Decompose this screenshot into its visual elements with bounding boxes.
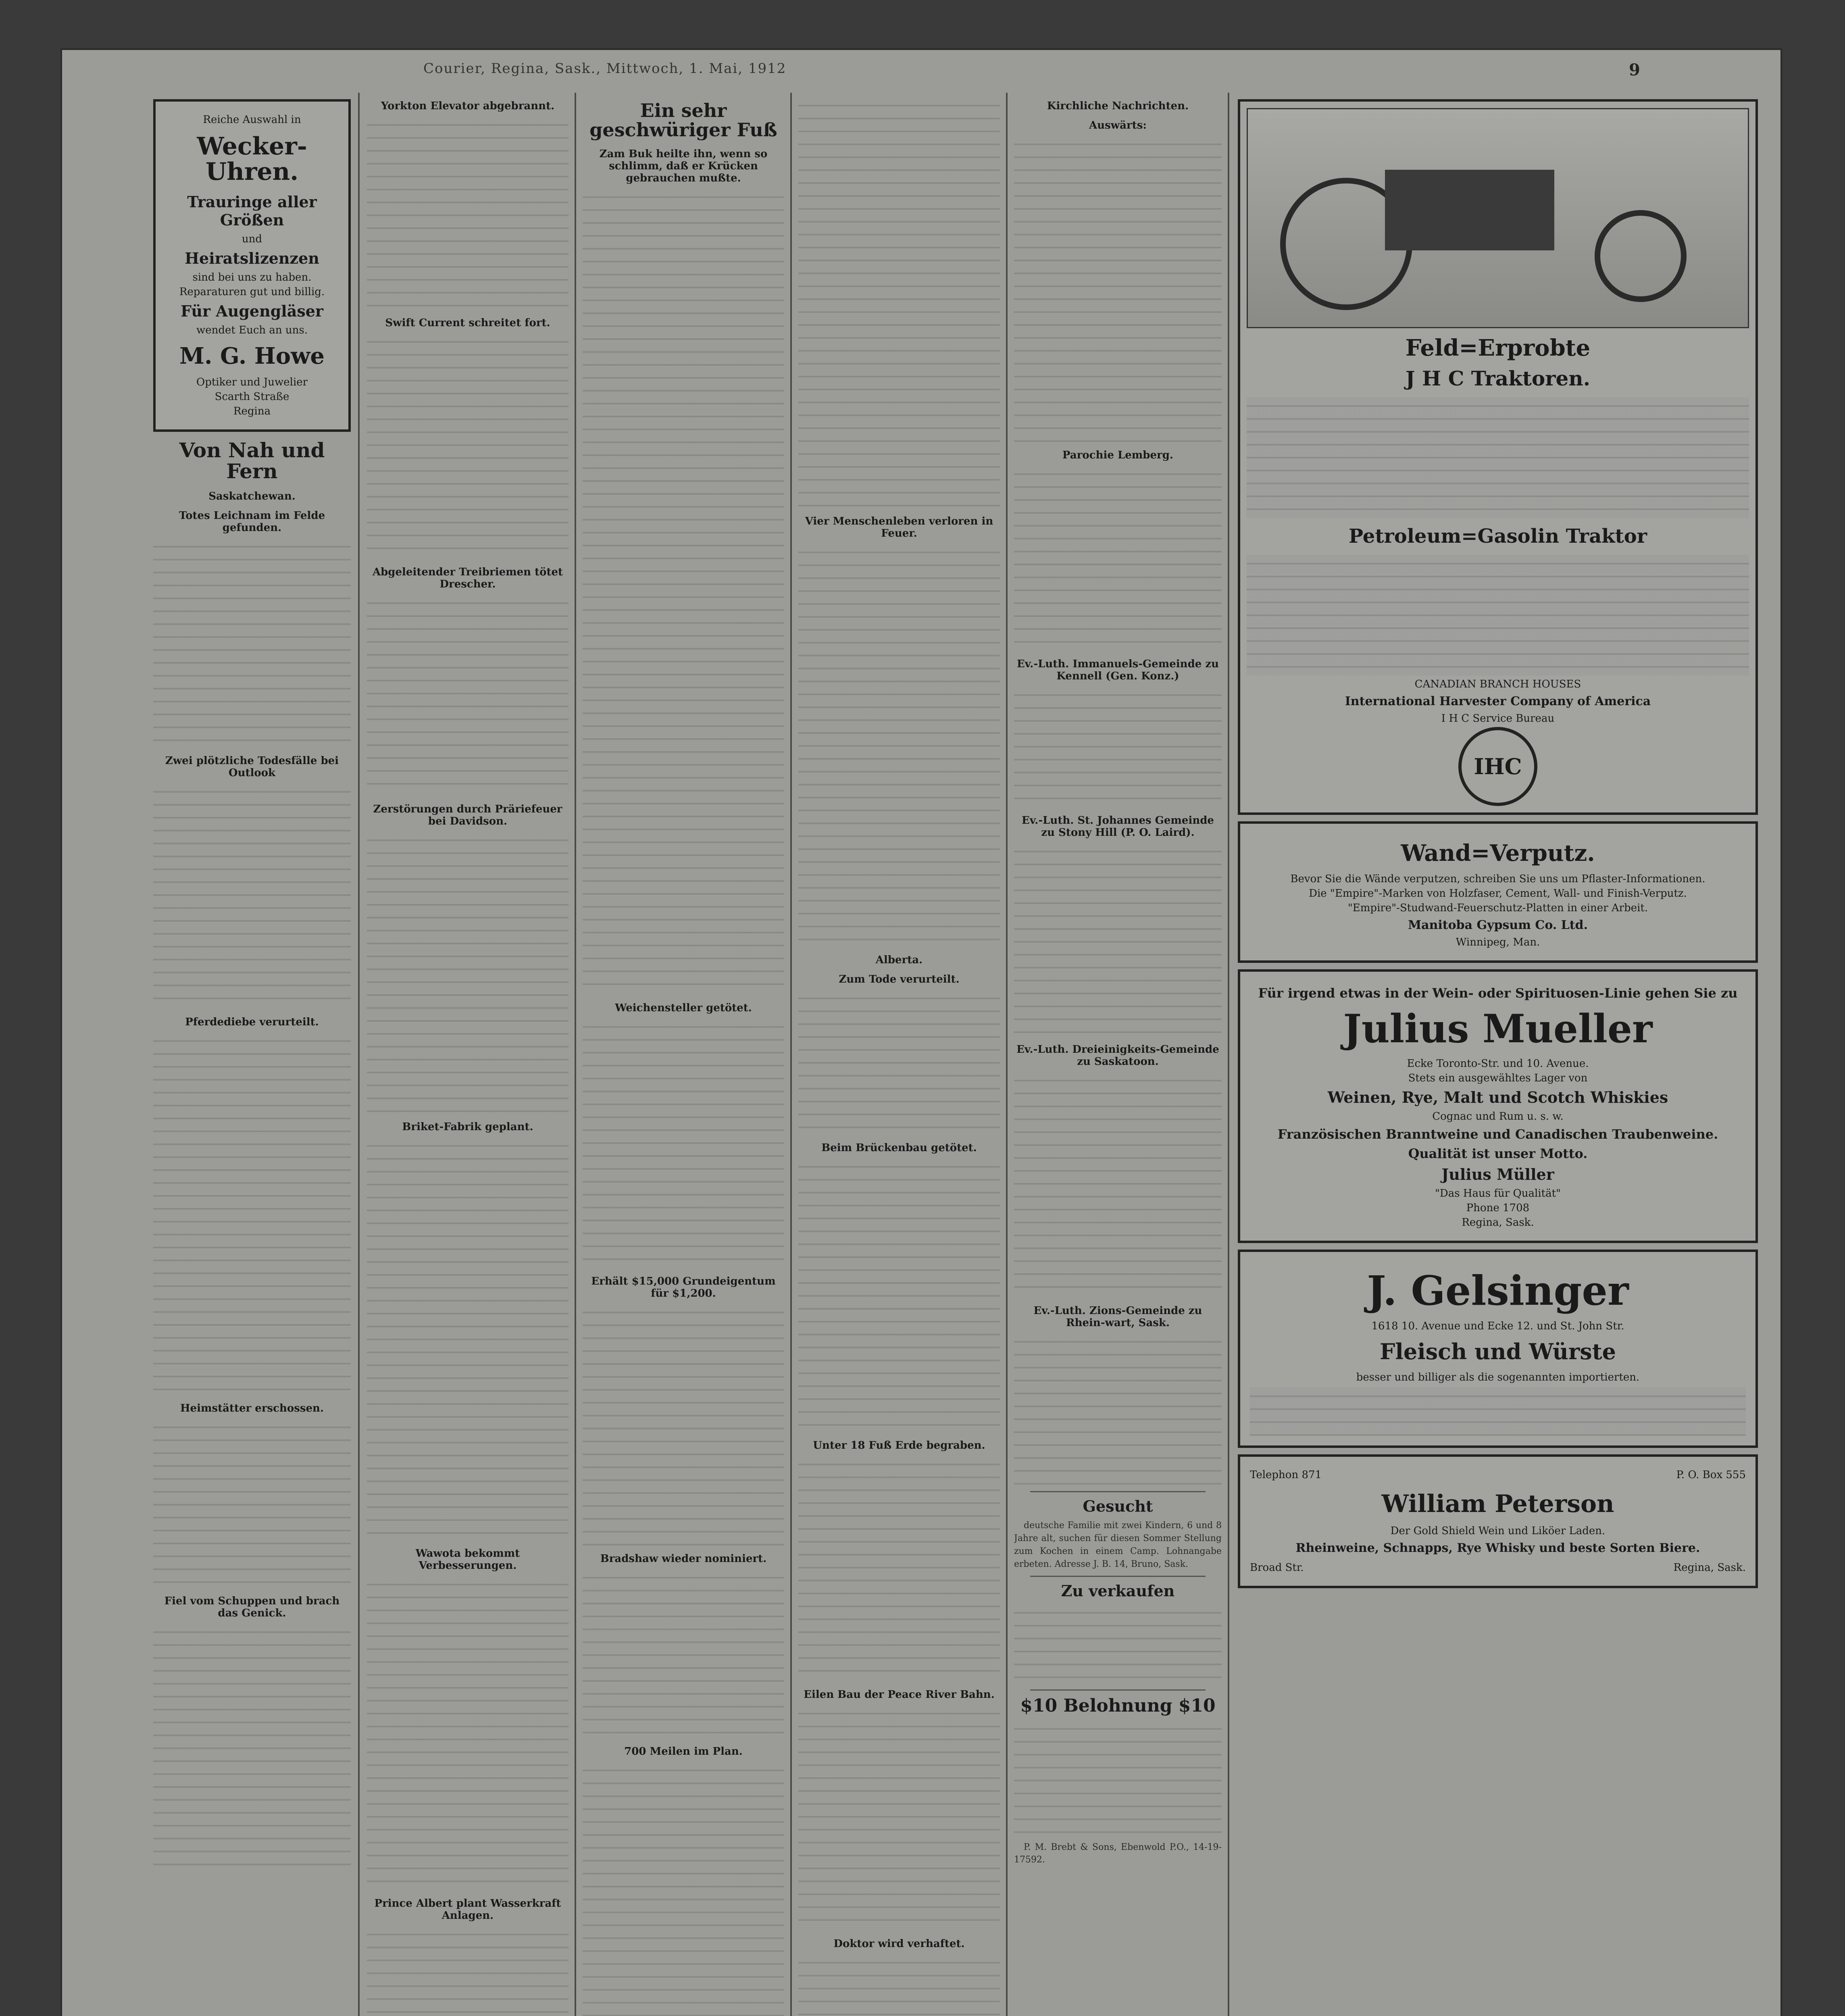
article-headline: Zwei plötzliche Todesfälle bei Outlook [165, 754, 339, 779]
article-text [1014, 465, 1222, 651]
column-rule [575, 93, 576, 2016]
page-number: 9 [1629, 60, 1640, 79]
wheel-icon [1595, 210, 1687, 302]
ad-line: Trauringe aller Größen [187, 193, 317, 229]
article-headline: Unter 18 Fuß Erde begraben. [813, 1439, 985, 1452]
mueller-line: Weinen, Rye, Malt und Scotch Whiskies [1327, 1088, 1668, 1107]
article-text [1014, 843, 1222, 1036]
article-headline: Briket-Fabrik geplant. [402, 1121, 533, 1133]
article-headline: 700 Meilen im Plan. [624, 1745, 743, 1758]
peterson-city: Regina, Sask. [1673, 1561, 1746, 1574]
peterson-topline [1250, 1466, 1746, 1483]
wand-company: Manitoba Gypsum Co. Ltd. [1408, 918, 1588, 933]
ad-line: wendet Euch an uns. [196, 324, 308, 336]
article-text [583, 1304, 784, 1545]
ad-name: M. G. Howe [179, 343, 325, 369]
howe-ad [153, 99, 351, 432]
wanted-text: deutsche Familie mit zwei Kindern, 6 und 8 Jahre alt, suchen für diesen Sommer Stellung zum Kochen in einem Camp. Lohnangabe erbeten. Adresse J. B. 14, Bruno, Sask. [1014, 1520, 1222, 1569]
church-news-title: Kirchliche Nachrichten. [1047, 100, 1189, 112]
article-text [1014, 686, 1222, 807]
wand-verputz-ad [1238, 821, 1758, 963]
ad-line: Heiratslizenzen [185, 249, 319, 267]
wand-line: Bevor Sie die Wände verputzen, schreiben Sie uns um Pflaster-Informationen. [1290, 873, 1705, 885]
wand-line: "Empire"-Studwand-Feuerschutz-Platten in einer Arbeit. [1347, 902, 1648, 914]
ihc-houses: CANADIAN BRANCH HOUSES [1414, 678, 1581, 690]
article-text [798, 544, 1000, 947]
peterson-phone: Telephon 871 [1250, 1468, 1322, 1481]
gelsinger-item: besser und billiger als die sogenannten importierten. [1356, 1371, 1640, 1383]
ihc-ad [1238, 99, 1758, 815]
newspaper-page [60, 48, 1782, 2016]
parish-headline: Ev.-Luth. Zions-Gemeinde zu Rhein-wart, Sask. [1033, 1305, 1202, 1329]
article-text [153, 1032, 351, 1395]
divider [1030, 1576, 1206, 1577]
article-text [1247, 397, 1749, 518]
article-text [798, 989, 1000, 1135]
wanted-title: Gesucht [1083, 1497, 1153, 1515]
column-1 [153, 93, 351, 2016]
peterson-sub: Der Gold Shield Wein und Liköer Laden. [1390, 1524, 1606, 1537]
mueller-line: Französischen Branntweine und Canadischen Traubenweine. [1277, 1127, 1718, 1142]
article-text [367, 594, 568, 796]
article-headline-large: Ein sehr geschwüriger Fuß [589, 100, 777, 141]
article-text [367, 831, 568, 1114]
article-text [153, 1418, 351, 1588]
peterson-ad [1238, 1454, 1758, 1588]
article-headline: Eilen Bau der Peace River Bahn. [804, 1689, 995, 1701]
ad-line: sind bei uns zu haben. [192, 271, 312, 283]
engine-shape [1385, 170, 1554, 250]
parish-headline: Ev.-Luth. Immanuels-Gemeinde zu Kennell (Gen. Konz.) [1016, 658, 1219, 682]
peterson-bottomline [1250, 1559, 1746, 1576]
mueller-line: Qualität ist unser Motto. [1408, 1146, 1588, 1162]
column-rule [358, 93, 360, 2016]
article-text [798, 1705, 1000, 1931]
column-rule [1228, 93, 1229, 2016]
mueller-address: Ecke Toronto-Str. und 10. Avenue. [1407, 1058, 1589, 1070]
tractor-illustration [1247, 108, 1749, 328]
article-text [1247, 555, 1749, 676]
mueller-line: Julius Müller [1441, 1165, 1554, 1184]
article-headline: Prince Albert plant Wasserkraft Anlagen. [374, 1897, 561, 1922]
article-text [1014, 1604, 1222, 1685]
article-text [367, 116, 568, 310]
article-headline: Swift Current schreitet fort. [385, 317, 550, 329]
article-headline: Weichensteller getötet. [615, 1002, 752, 1014]
ad-heading: Wecker-Uhren. [197, 132, 307, 186]
mueller-name: Julius Mueller [1343, 1006, 1653, 1052]
divider [1030, 1491, 1206, 1492]
mueller-line: Cognac und Rum u. s. w. [1432, 1110, 1564, 1123]
ad-line: Reparaturen gut und billig. [179, 286, 325, 298]
article-headline: Pferdediebe verurteilt. [185, 1016, 319, 1028]
article-text [583, 1569, 784, 1738]
for-sale-title: Zu verkaufen [1061, 1581, 1175, 1600]
ihc-service: I H C Service Bureau [1441, 712, 1555, 725]
article-text [798, 97, 1000, 508]
article-headline: Zum Tode verurteilt. [839, 973, 960, 985]
wand-line: Die "Empire"-Marken von Holzfaser, Cement, Wall- und Finish-Verputz. [1309, 887, 1687, 900]
article-headline: Alberta. [875, 954, 923, 966]
article-headline: Zerstörungen durch Präriefeuer bei Davidson. [373, 803, 562, 827]
article-subhead: Zam Buk heilte ihn, wenn so schlimm, daß er Krücken gebrauchen mußte. [599, 148, 768, 184]
ihc-title: Feld=Erprobte [1405, 335, 1591, 361]
wand-title: Wand=Verputz. [1401, 839, 1595, 866]
column-5 [1014, 93, 1222, 2016]
article-headline: Vier Menschenleben verloren in Feuer. [805, 515, 993, 539]
column-6-ads [1238, 93, 1758, 2016]
ad-line: Für Augengläser [181, 302, 323, 320]
peterson-street: Broad Str. [1250, 1561, 1304, 1574]
article-headline: Erhält $15,000 Grundeigentum für $1,200. [591, 1275, 776, 1300]
ad-line: Optiker und Juwelier [196, 376, 308, 388]
peterson-goods: Rheinweine, Schnapps, Rye Whisky und beste Sorten Biere. [1295, 1541, 1700, 1555]
article-text [1014, 1072, 1222, 1297]
mueller-phone: Phone 1708 [1466, 1202, 1530, 1214]
article-text [153, 783, 351, 1009]
section-title: Von Nah und Fern [179, 438, 325, 483]
article-text [367, 1926, 568, 2016]
article-headline: Fiel vom Schuppen und brach das Genick. [164, 1595, 340, 1619]
parish-headline: Parochie Lemberg. [1062, 449, 1173, 461]
reward-signature: P. M. Brebt & Sons, Ebenwold P.O., 14-19-17592. [1014, 1842, 1222, 1865]
article-headline: Doktor wird verhaftet. [833, 1938, 965, 1950]
mueller-intro: Für irgend etwas in der Wein- oder Spirituosen-Linie gehen Sie zu [1258, 985, 1738, 1001]
parish-headline: Ev.-Luth. St. Johannes Gemeinde zu Stony Hill (P. O. Laird). [1022, 814, 1214, 839]
article-text [798, 1158, 1000, 1432]
church-news-subhead: Auswärts: [1089, 119, 1147, 131]
article-text [583, 1018, 784, 1268]
article-text [153, 538, 351, 748]
divider [1030, 1689, 1206, 1691]
article-headline: Yorkton Elevator abgebrannt. [381, 100, 555, 112]
article-text [1014, 135, 1222, 442]
article-headline: Beim Brückenbau getötet. [821, 1142, 977, 1154]
ad-line: und [242, 233, 262, 245]
peterson-name: William Peterson [1381, 1489, 1614, 1518]
article-text [1250, 1387, 1746, 1436]
wand-city: Winnipeg, Man. [1456, 936, 1540, 949]
ihc-logo-icon: IHC [1458, 727, 1537, 806]
article-text [583, 1762, 784, 2016]
column-3 [583, 93, 784, 2016]
column-rule [790, 93, 792, 2016]
ihc-product: Petroleum=Gasolin Traktor [1348, 525, 1647, 548]
article-headline: Bradshaw wieder nominiert. [600, 1552, 767, 1565]
column-2 [367, 93, 568, 2016]
reward-title: $10 Belohnung $10 [1020, 1695, 1216, 1716]
mueller-city: Regina, Sask. [1462, 1216, 1534, 1229]
ihc-subtitle: J H C Traktoren. [1405, 366, 1591, 390]
masthead: Courier, Regina, Sask., Mittwoch, 1. Mai, 1912 [423, 60, 787, 77]
column-rule [1006, 93, 1008, 2016]
section-subtitle: Saskatchewan. [208, 490, 296, 502]
mueller-line: Stets ein ausgewähltes Lager von [1408, 1072, 1588, 1085]
article-headline: Wawota bekommt Verbesserungen. [415, 1547, 520, 1572]
article-headline: Totes Leichnam im Felde gefunden. [179, 509, 325, 534]
gelsinger-address: 1618 10. Avenue und Ecke 12. und St. John Str. [1371, 1320, 1624, 1333]
article-headline: Heimstätter erschossen. [180, 1402, 324, 1414]
article-text [798, 1954, 1000, 2016]
gelsinger-ad [1238, 1250, 1758, 1448]
ihc-company: International Harvester Company of America [1345, 694, 1651, 708]
julius-mueller-ad [1238, 969, 1758, 1243]
peterson-box: P. O. Box 555 [1676, 1468, 1746, 1481]
article-text [1014, 1720, 1222, 1841]
ad-line: Reiche Auswahl in [203, 114, 301, 126]
article-text [1014, 1333, 1222, 1486]
article-text [583, 188, 784, 995]
mueller-line: "Das Haus für Qualität" [1435, 1187, 1561, 1200]
article-text [367, 333, 568, 559]
article-headline: Abgeleitender Treibriemen tötet Drescher. [372, 566, 563, 590]
article-text [367, 1137, 568, 1540]
article-text [367, 1576, 568, 1890]
parish-headline: Ev.-Luth. Dreieinigkeits-Gemeinde zu Saskatoon. [1016, 1043, 1219, 1068]
ad-line: Scarth Straße [214, 390, 289, 403]
gelsinger-item: Fleisch und Würste [1379, 1339, 1616, 1365]
gelsinger-name: J. Gelsinger [1367, 1267, 1629, 1315]
column-4 [798, 93, 1000, 2016]
article-text [153, 1623, 351, 1865]
ad-line: Regina [233, 405, 271, 417]
article-text [798, 1456, 1000, 1681]
